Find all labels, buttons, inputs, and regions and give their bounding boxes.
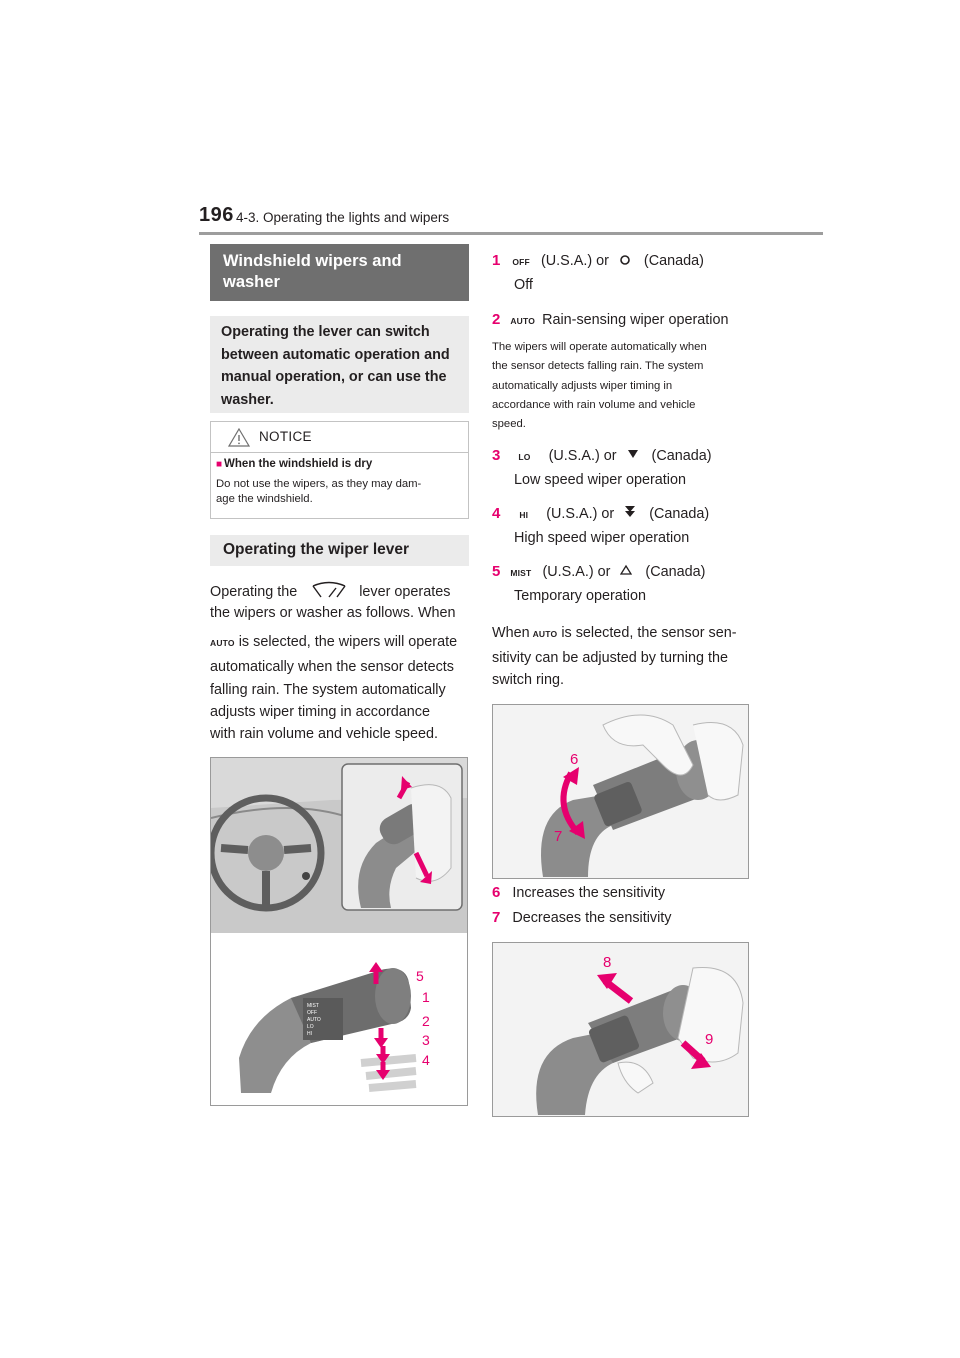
- sensitivity-item: [492, 909, 672, 926]
- banner-title-line-2: washer: [223, 273, 280, 291]
- double-down-triangle-icon: [624, 505, 636, 519]
- sensitivity-ring-figure: [492, 704, 749, 879]
- auto-mode-icon: AUTO: [510, 316, 536, 326]
- item-usa-text: (U.S.A.) or: [548, 448, 617, 464]
- callout-2: 2: [422, 1013, 430, 1029]
- notice-subhead: [216, 458, 372, 470]
- item-number: 1: [492, 252, 501, 269]
- sensitivity-para-line: sitivity can be adjusted by turning the: [492, 650, 728, 666]
- item-number: 3: [492, 447, 501, 464]
- item-canada-text: (Canada): [649, 506, 710, 522]
- circle-off-icon: [619, 254, 631, 266]
- item-number: 4: [492, 505, 501, 522]
- para-line: falling rain. The system automatically: [210, 682, 446, 698]
- desc-line: The wipers will operate automatically when: [492, 341, 707, 353]
- bullet-square-icon: ■: [216, 459, 223, 470]
- para-text: lever operates: [359, 584, 451, 600]
- para-line: adjusts wiper timing in accordance: [210, 704, 430, 720]
- banner-title-line-1: Windshield wipers and: [223, 252, 402, 270]
- para-line: automatically when the sensor detects: [210, 659, 454, 675]
- intro-line: Operating the lever can switch: [221, 324, 430, 340]
- mode-item-auto: [492, 311, 728, 328]
- sensitivity-ring-illustration: [493, 705, 748, 878]
- para-line: the wipers or washer as follows. When: [210, 605, 456, 621]
- item-number: 7: [492, 909, 501, 926]
- item-number: 5: [492, 563, 501, 580]
- warning-triangle-icon: [228, 428, 250, 447]
- para-line: [210, 580, 450, 603]
- washer-lever-illustration: [493, 943, 748, 1116]
- para-text: is selected, the wipers will operate: [238, 634, 458, 650]
- para-line: [210, 631, 457, 654]
- mode-item-lo: [492, 447, 712, 464]
- mode-item-off: [492, 252, 704, 269]
- notice-subhead-text: When the windshield is dry: [224, 458, 373, 470]
- up-triangle-outline-icon: [620, 564, 632, 576]
- desc-line: speed.: [492, 418, 526, 431]
- wiper-symbol-icon: [309, 580, 349, 600]
- sensitivity-para-line: [492, 625, 737, 641]
- section-title: 4-3. Operating the lights and wipers: [236, 210, 450, 225]
- para-text: is selected, the sensor sen-: [561, 625, 737, 641]
- single-down-triangle-icon: [627, 448, 639, 460]
- notice-label: NOTICE: [259, 429, 312, 444]
- wiper-lever-figure: [210, 757, 468, 1106]
- lo-symbol-icon: LO: [518, 452, 531, 462]
- lever-label-hi: HI: [307, 1031, 312, 1037]
- para-line: with rain volume and vehicle speed.: [210, 726, 438, 742]
- callout-7: 7: [554, 828, 563, 845]
- para-text: Operating the: [210, 584, 298, 600]
- mode-item-hi: [492, 505, 709, 522]
- item-canada-text: (Canada): [645, 564, 706, 580]
- callout-1: 1: [422, 989, 430, 1005]
- washer-lever-figure: [492, 942, 749, 1117]
- mode-item-mist: [492, 563, 705, 580]
- mode-item-desc: Low speed wiper operation: [514, 472, 686, 488]
- item-text: Decreases the sensitivity: [512, 910, 672, 926]
- callout-3: 3: [422, 1032, 430, 1048]
- callout-9: 9: [705, 1031, 714, 1048]
- wiper-lever-illustration: [211, 758, 467, 1105]
- intro-line: between automatic operation and: [221, 346, 450, 363]
- notice-text: [216, 477, 466, 507]
- lever-label-off: OFF: [307, 1010, 317, 1016]
- mist-symbol-icon: MIST: [510, 568, 532, 578]
- header-rule: [199, 232, 823, 235]
- lever-label-lo: LO: [307, 1024, 314, 1030]
- callout-4: 4: [422, 1052, 430, 1068]
- intro-box: [210, 316, 469, 413]
- desc-line: accordance with rain volume and vehicle: [492, 398, 696, 411]
- section-banner: [210, 244, 469, 301]
- para-text: When: [492, 625, 530, 641]
- desc-line: the sensor detects falling rain. The system: [492, 360, 704, 373]
- notice-header: [211, 422, 468, 453]
- off-symbol-icon: OFF: [512, 257, 530, 267]
- mode-item-desc: High speed wiper operation: [514, 530, 690, 546]
- item-canada-text: (Canada): [651, 448, 712, 464]
- item-usa-text: (U.S.A.) or: [540, 253, 609, 269]
- item-usa-text: (U.S.A.) or: [546, 506, 615, 522]
- item-canada-text: (Canada): [643, 253, 704, 269]
- mode-item-desc: Temporary operation: [514, 588, 646, 604]
- item-number: 2: [492, 311, 501, 328]
- callout-5: 5: [416, 968, 424, 984]
- item-text: Increases the sensitivity: [512, 885, 666, 901]
- notice-box: [210, 421, 469, 519]
- page-number: 196: [199, 204, 234, 226]
- hi-symbol-icon: HI: [519, 510, 529, 520]
- callout-8: 8: [603, 954, 612, 971]
- auto-mode-description: [492, 338, 750, 434]
- intro-line: washer.: [221, 391, 274, 408]
- mode-item-desc: Off: [514, 277, 533, 293]
- auto-mode-icon: AUTO: [210, 638, 235, 648]
- item-usa-text: (U.S.A.) or: [542, 564, 611, 580]
- lever-label-auto: AUTO: [307, 1017, 321, 1023]
- desc-line: automatically adjusts wiper timing in: [492, 379, 673, 392]
- lever-label-mist: MIST: [307, 1003, 319, 1009]
- callout-6: 6: [570, 751, 579, 768]
- auto-mode-icon: AUTO: [532, 629, 558, 639]
- sensitivity-item: [492, 884, 665, 901]
- notice-text-line: Do not use the wipers, as they may dam-: [216, 478, 422, 490]
- section-heading: Operating the wiper lever: [210, 535, 469, 566]
- sensitivity-para-line: switch ring.: [492, 672, 564, 688]
- item-desc-inline: Rain-sensing wiper operation: [542, 312, 729, 328]
- notice-text-line: age the windshield.: [216, 493, 313, 505]
- item-number: 6: [492, 884, 501, 901]
- intro-line: manual operation, or can use the: [221, 369, 447, 385]
